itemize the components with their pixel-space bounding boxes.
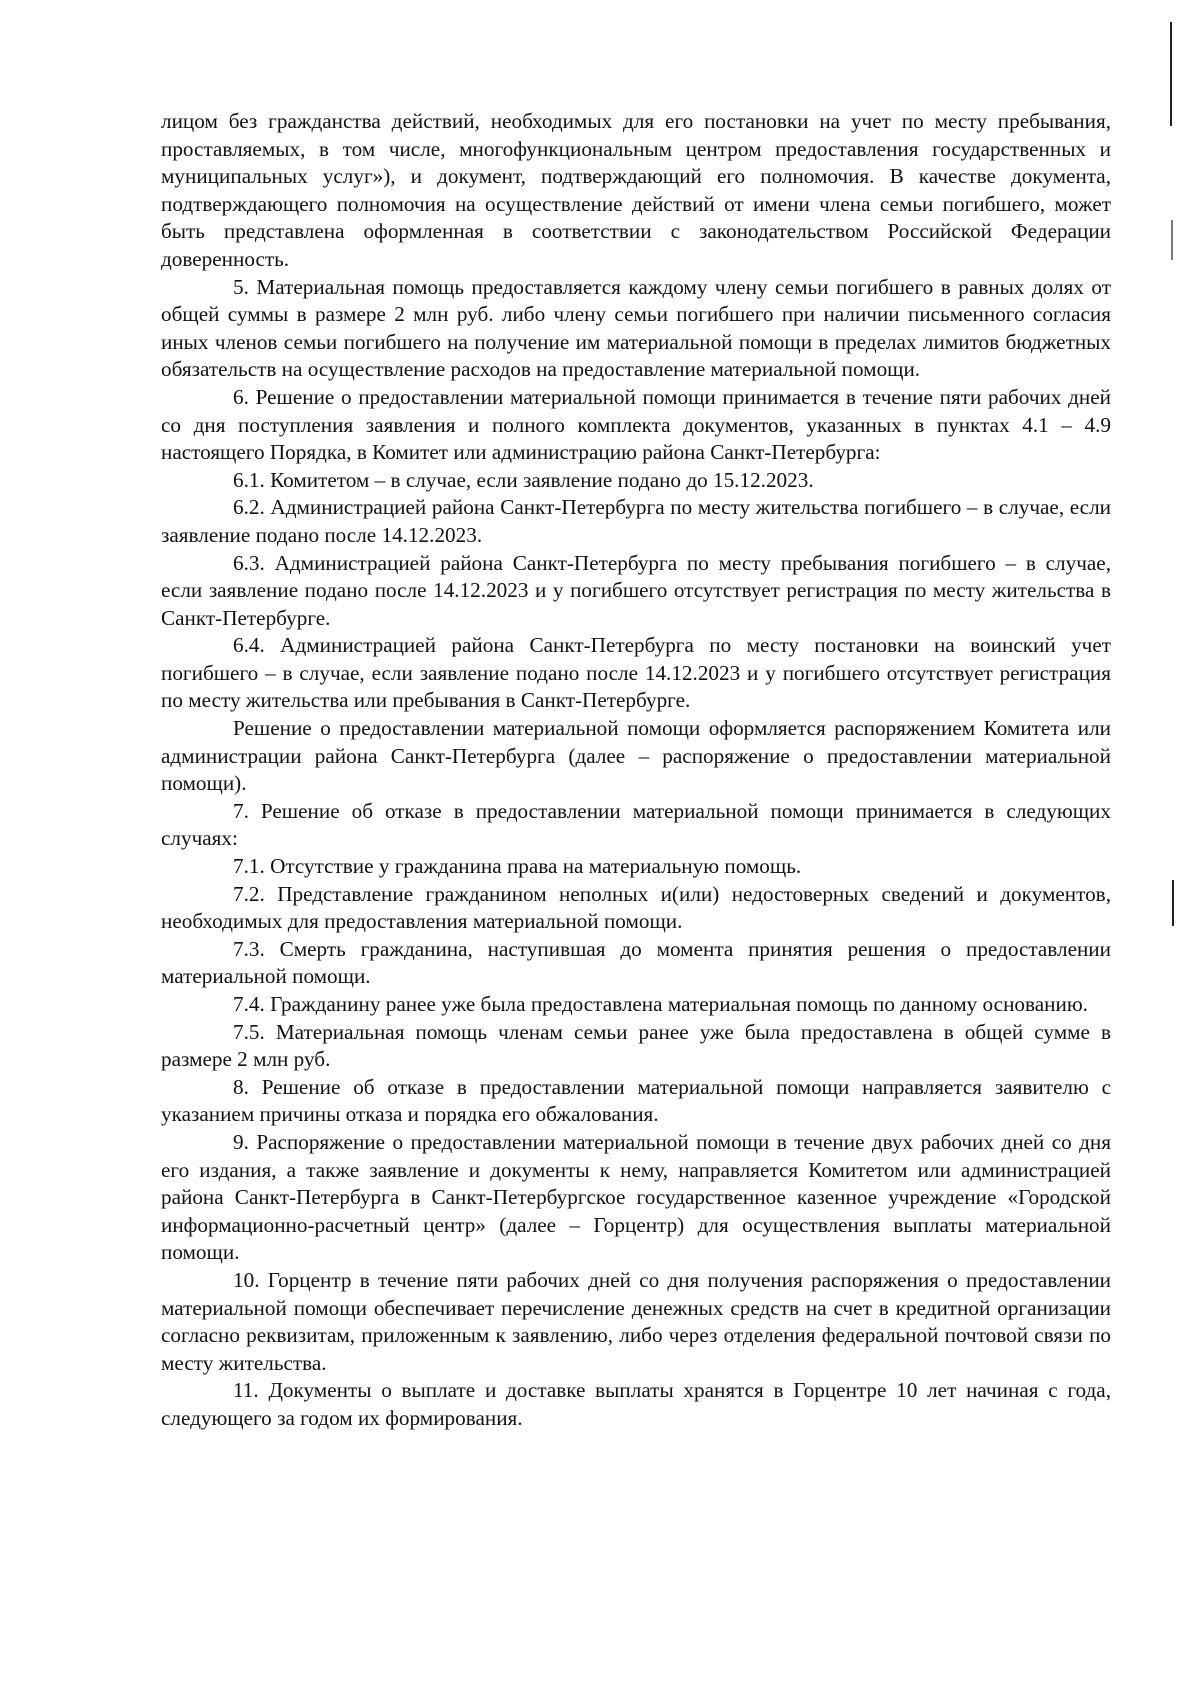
paragraph-item-6-1: 6.1. Комитетом – в случае, если заявление подано до 15.12.2023. — [233, 467, 814, 492]
document-page — [161, 108, 1111, 1433]
scan-edge-mark-lower — [1172, 880, 1174, 926]
paragraph-item-7-5: 7.5. Материальная помощь членам семьи ранее уже была предоставлена в общей сумме в размере 2 млн руб. — [161, 1019, 1111, 1072]
paragraph-item-8: 8. Решение об отказе в предоставлении материальной помощи направляется заявителю с указанием причины отказа и порядка его обжалования. — [161, 1074, 1111, 1127]
paragraph-item-9: 9. Распоряжение о предоставлении материальной помощи в течение двух рабочих дней со дня его издания, а также заявление и документы к нему, направляется Комитетом или администрацией района Санкт-Петербурга в Санкт-Петербургское государственное казенное учреждение «Городской информационно-расчетный центр» (далее – Горцентр) для осуществления выплаты материальной помощи. — [161, 1129, 1111, 1265]
paragraph-item-7-3: 7.3. Смерть гражданина, наступившая до момента принятия решения о предоставлении материальной помощи. — [161, 936, 1111, 989]
paragraph-item-10: 10. Горцентр в течение пяти рабочих дней со дня получения распоряжения о предоставлении материальной помощи обеспечивает перечисление денежных средств на счет в кредитной организации согласно реквизитам, приложенным к заявлению, либо через отделения федеральной почтовой связи по месту жительства. — [161, 1267, 1111, 1375]
paragraph-item-6: 6. Решение о предоставлении материальной помощи принимается в течение пяти рабочих дней со дня поступления заявления и полного комплекта документов, указанных в пунктах 4.1 – 4.9 настоящего Порядка, в Комитет или администрацию района Санкт-Петербурга: — [161, 384, 1111, 465]
paragraph-item-11: 11. Документы о выплате и доставке выплаты хранятся в Горцентре 10 лет начиная с года, следующего за годом их формирования. — [161, 1378, 1111, 1430]
paragraph-decision-form: Решение о предоставлении материальной помощи оформляется распоряжением Комитета или администрации района Санкт-Петербурга (далее – распоряжение о предоставлении материальной помощи). — [161, 716, 1111, 796]
scan-edge-mark-middle — [1171, 220, 1173, 260]
scan-edge-mark-top — [1170, 22, 1172, 126]
paragraph-item-7-2: 7.2. Представление гражданином неполных и(или) недостоверных сведений и документов, необходимых для предоставления материальной помощи. — [161, 881, 1111, 934]
paragraph-item-5: 5. Материальная помощь предоставляется каждому члену семьи погибшего в равных долях от общей суммы в размере 2 млн руб. либо члену семьи погибшего при наличии письменного согласия иных членов семьи погибшего на получение им материальной помощи в пределах лимитов бюджетных обязательств на осуществление расходов на предоставление материальной помощи. — [161, 274, 1111, 382]
paragraph-item-6-2: 6.2. Администрацией района Санкт-Петербурга по месту жительства погибшего – в случае, если заявление подано после 14.12.2023. — [161, 495, 1111, 547]
paragraph-item-7: 7. Решение об отказе в предоставлении материальной помощи принимается в следующих случаях: — [161, 798, 1111, 851]
paragraph-item-6-4: 6.4. Администрацией района Санкт-Петербурга по месту постановки на воинский учет погибшего – в случае, если заявление подано после 14.12.2023 и у погибшего отсутствует регистрация по месту жительства или пребывания в Санкт-Петербурге. — [161, 633, 1111, 713]
paragraph-item-7-4: 7.4. Гражданину ранее уже была предоставлена материальная помощь по данному основанию. — [233, 992, 1088, 1016]
paragraph-item-6-3: 6.3. Администрацией района Санкт-Петербурга по месту пребывания погибшего – в случае, если заявление подано после 14.12.2023 и у погибшего отсутствует регистрация по месту жительства в Санкт-Петербурге. — [161, 550, 1111, 630]
paragraph-item-7-1: 7.1. Отсутствие у гражданина права на материальную помощь. — [233, 854, 802, 879]
paragraph-continuation: лицом без гражданства действий, необходимых для его постановки на учет по месту пребывания, проставляемых, в том числе, многофункциональным центром предоставления государственных и муниципальных услуг»), и документ, подтверждающий его полномочия. В качестве документа, подтверждающего полномочия на осуществление действий от имени члена семьи погибшего, может быть представлена оформленная в соответствии с законодательством Российской Федерации доверенность. — [161, 109, 1111, 271]
